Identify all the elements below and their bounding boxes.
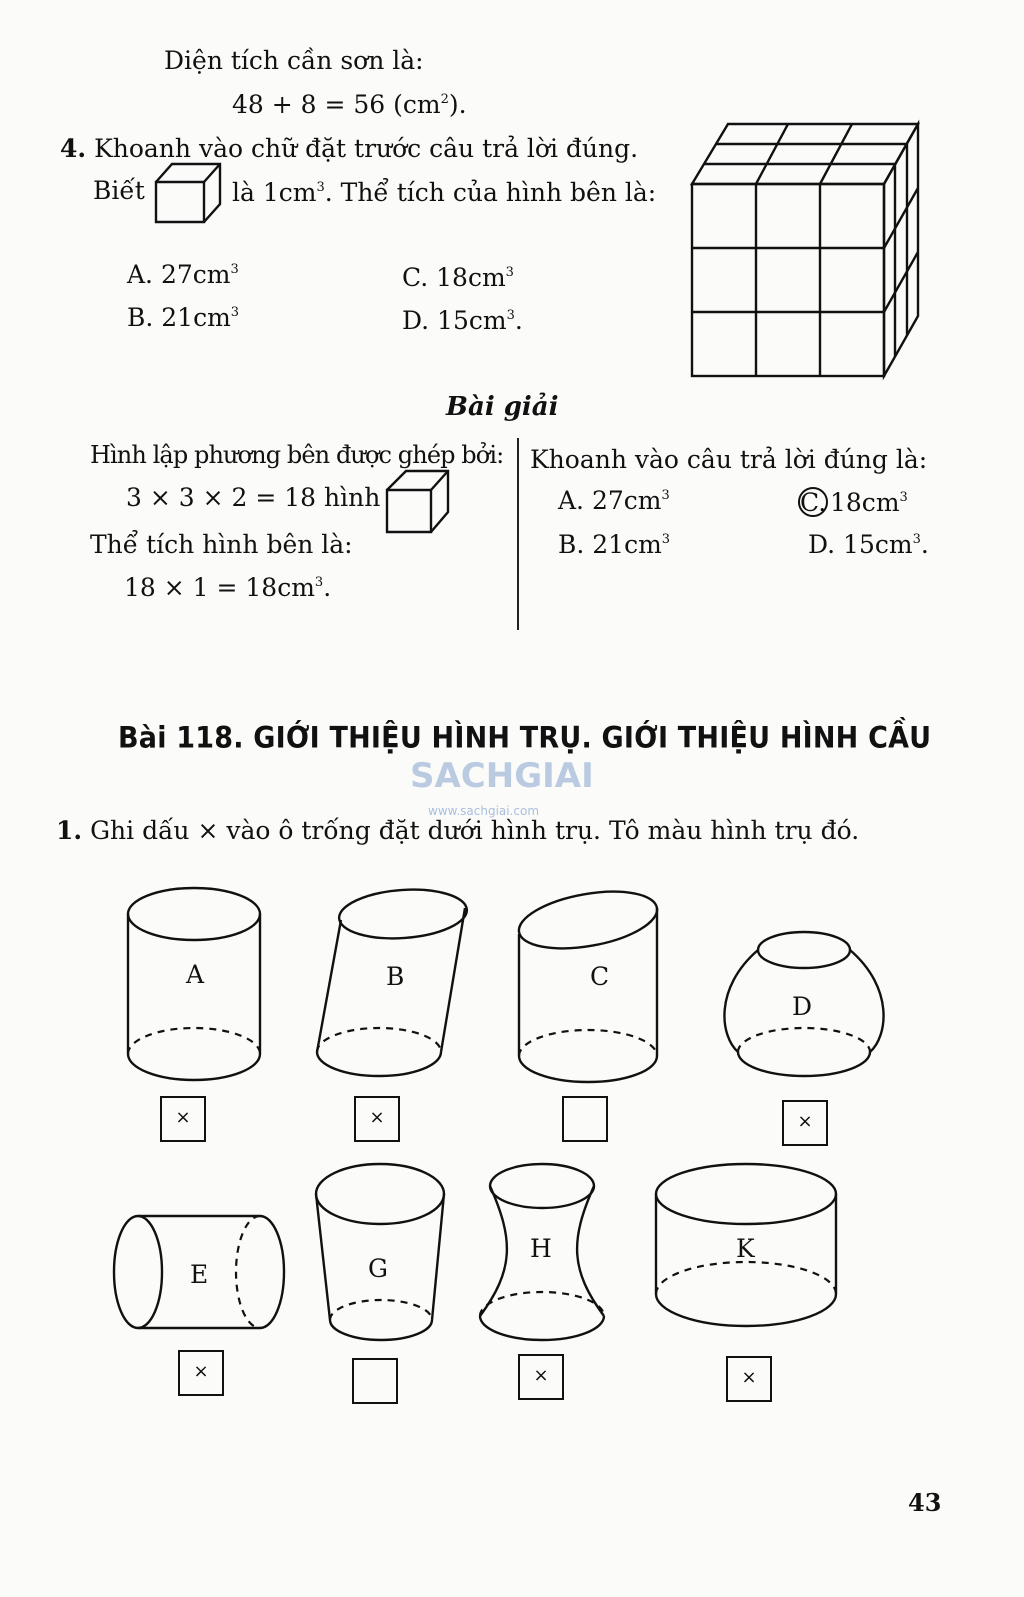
shape-k-label: K [736,1234,755,1263]
solution-left-line4: $18 \times 1 = 18cm^3$. [124,573,332,602]
unit-cube-icon [152,160,222,226]
shape-c-label: C [590,962,610,991]
checkbox-d[interactable]: × [782,1100,828,1146]
page-number: 43 [908,1488,942,1517]
shape-g-label: G [368,1254,388,1283]
shape-a-label: A [186,960,205,989]
exercise-1-instruction: 1. Ghi dấu × vào ô trống đặt dưới hình trụ. Tô màu hình trụ đó. [56,816,860,845]
answer-b: B. $21cm^3$ [558,530,671,559]
small-cube-icon [384,468,452,536]
known-statement: là $1cm^3$. Thể tích của hình bên là: [232,178,657,207]
solution-left-line2: 3 × 3 × 2 = 18 hình [126,483,381,512]
checkbox-b[interactable]: × [354,1096,400,1142]
option-c: C. $18cm^3$ [402,263,514,292]
checkbox-c[interactable] [562,1096,608,1142]
solution-heading: Bài giải [446,392,559,422]
area-heading: Diện tích cần sơn là: [164,46,424,75]
shape-h-label: H [530,1234,552,1263]
shape-g-cup [312,1160,452,1346]
solution-divider [517,438,519,630]
composite-cube-figure [690,122,930,384]
watermark-brand: SACHGIAI [410,756,594,796]
option-d: D. $15cm^3$. [402,306,523,335]
checkbox-e[interactable]: × [178,1350,224,1396]
solution-right-line1: Khoanh vào câu trả lời đúng là: [530,445,928,474]
shape-d-label: D [792,992,813,1021]
answer-a: A. $27cm^3$ [558,486,670,515]
shape-b-label: B [386,962,405,991]
watermark-url: www.sachgiai.com [428,804,540,818]
checkbox-h[interactable]: × [518,1354,564,1400]
known-prefix: Biết [93,176,145,205]
solution-left-line3: Thể tích hình bên là: [90,530,353,559]
shape-e-label: E [190,1260,209,1289]
checkbox-a[interactable]: × [160,1096,206,1142]
answer-d: D. $15cm^3$. [808,530,929,559]
answer-c-circled: C. $18cm^3$ [800,488,908,517]
checkbox-g[interactable] [352,1358,398,1404]
area-calculation: 48 + 8 = 56 $(cm^2)$. [232,90,467,119]
question-4-title: 4. Khoanh vào chữ đặt trước câu trả lời đúng. [60,134,639,163]
lesson-title: Bài 118. GIỚI THIỆU HÌNH TRỤ. GIỚI THIỆU HÌNH CẦU [118,721,932,756]
option-a: A. $27cm^3$ [127,260,239,289]
checkbox-k[interactable]: × [726,1356,772,1402]
solution-left-line1: Hình lập phương bên được ghép bởi: [90,441,504,469]
answer-circle: C. [800,488,827,517]
shape-a-cylinder [126,884,266,1094]
option-b: B. $21cm^3$ [127,303,240,332]
